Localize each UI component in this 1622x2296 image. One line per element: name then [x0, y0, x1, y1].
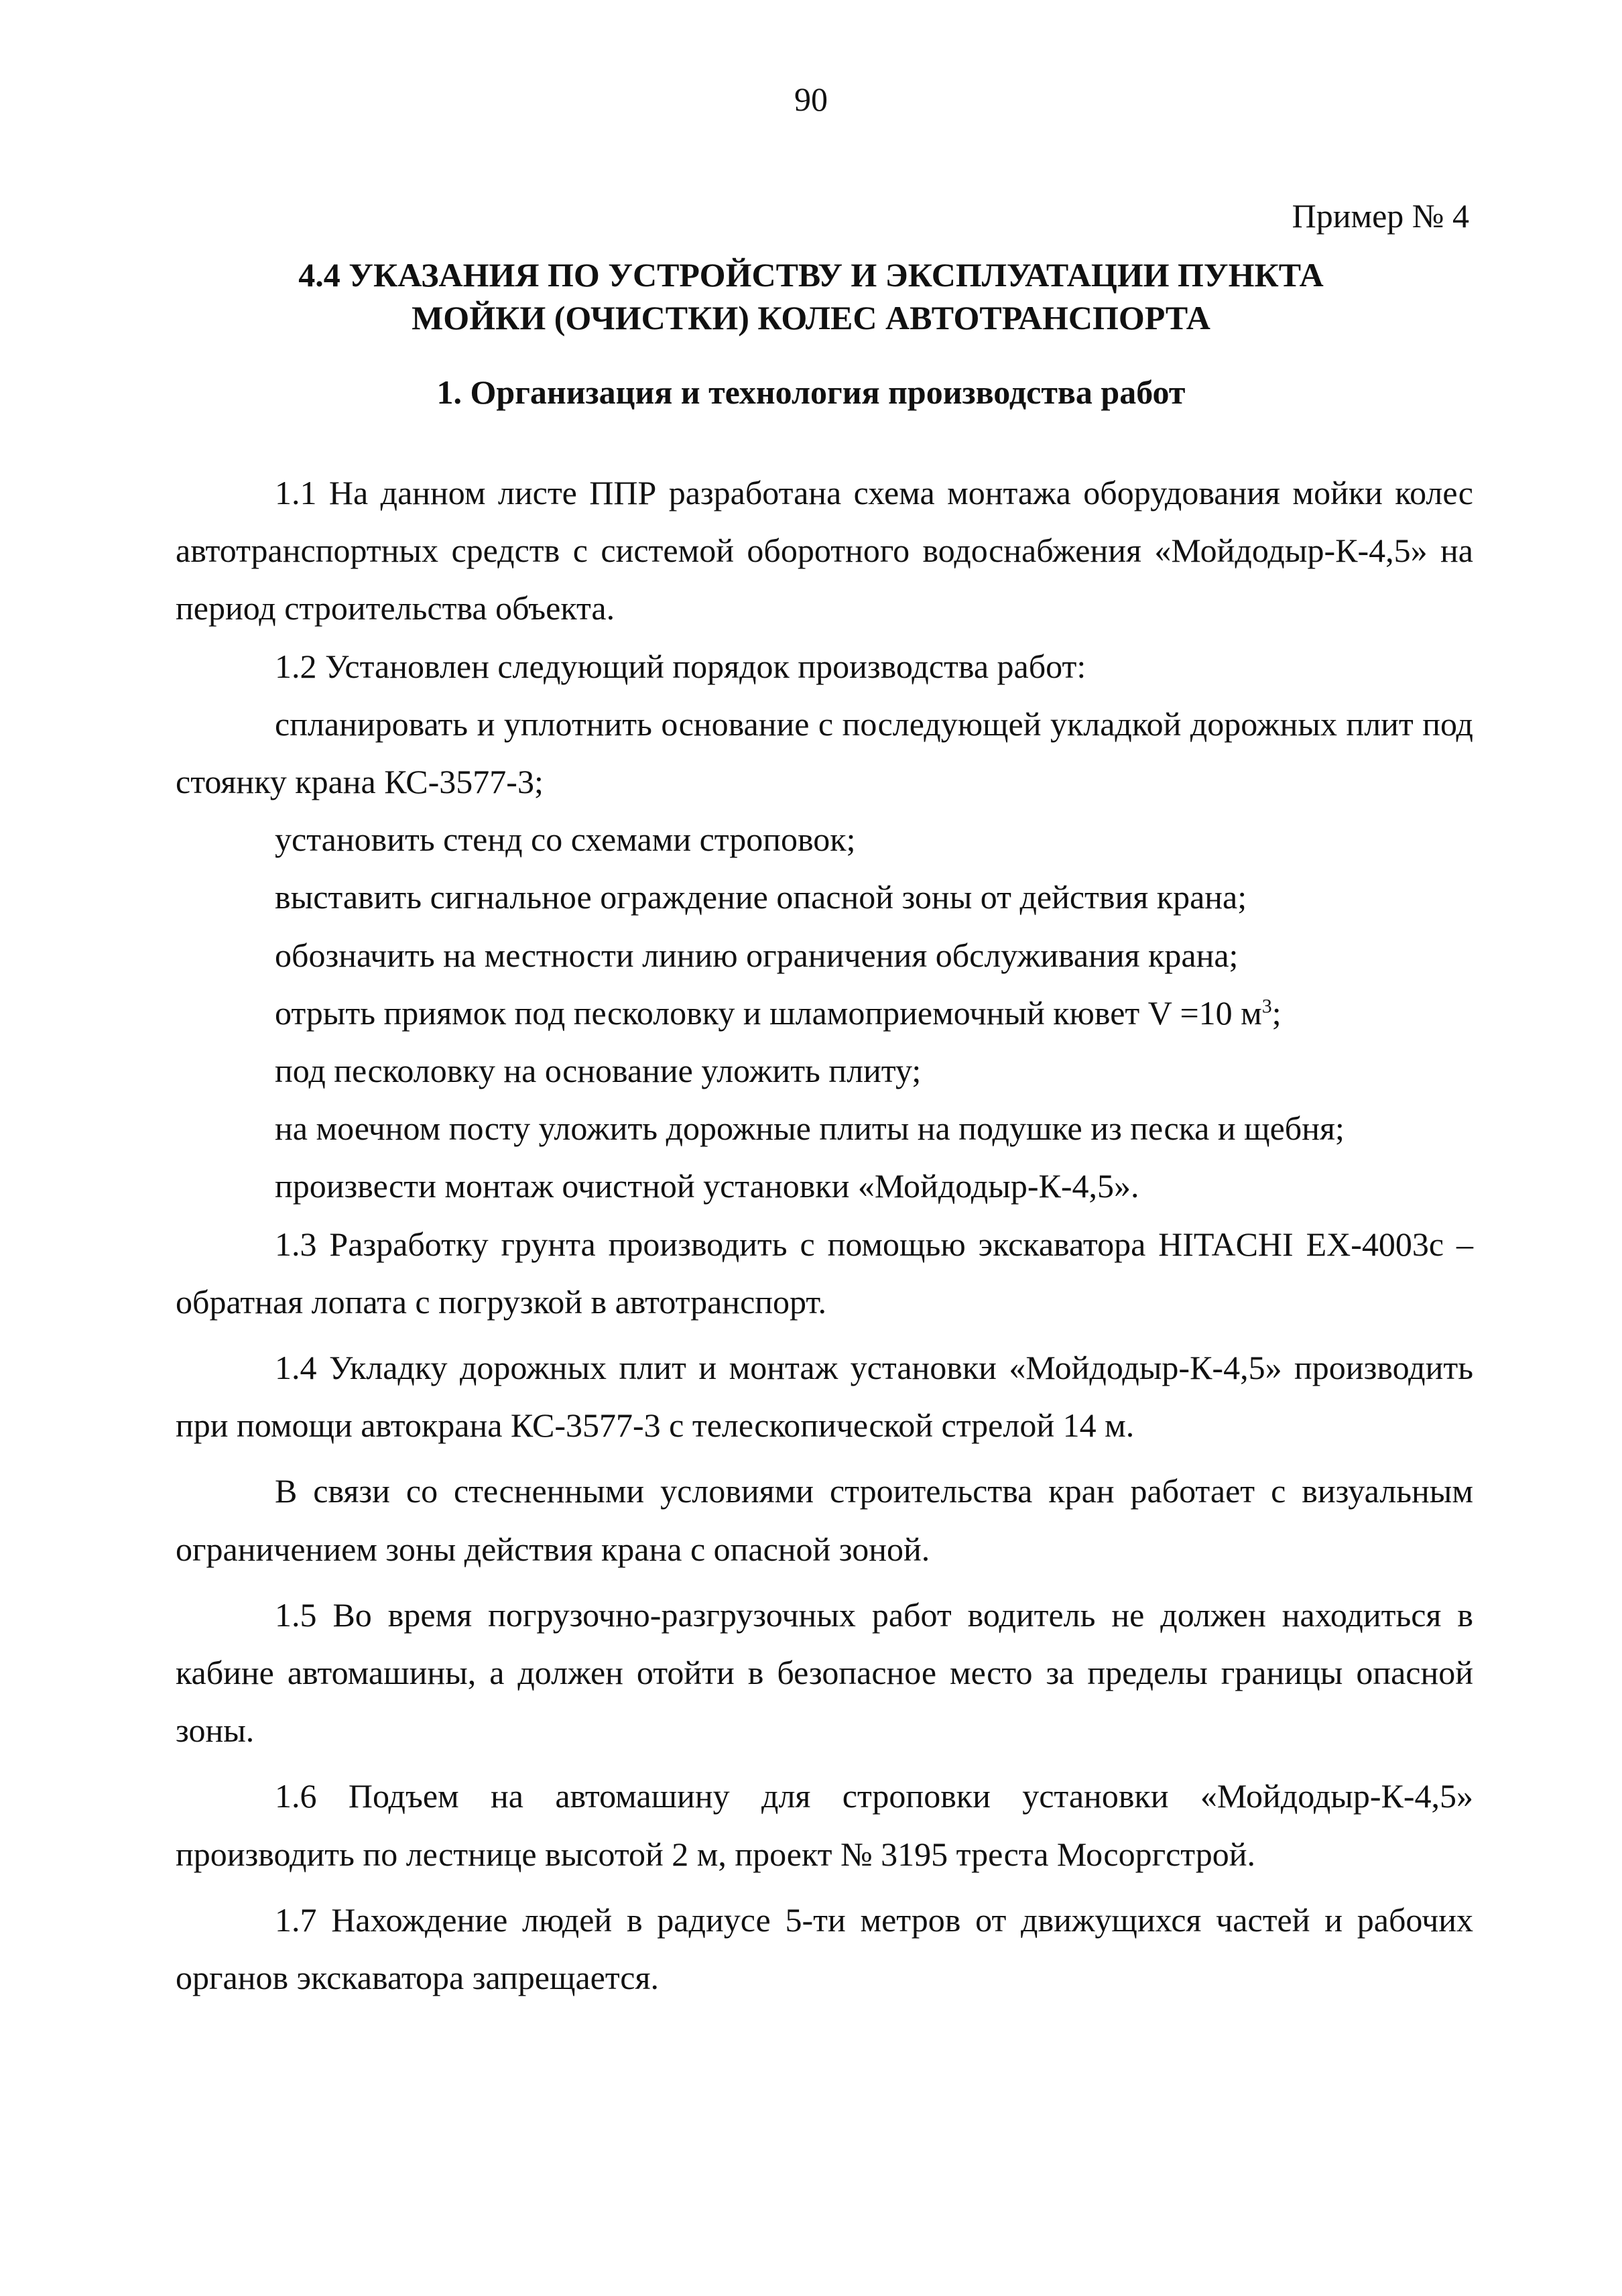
section-heading: 1. Организация и технология производства работ [436, 373, 1186, 411]
step-item: на моечном посту уложить дорожные плиты на подушке из песка и щебня; [275, 1109, 1345, 1148]
cubic-superscript: 3 [1261, 995, 1272, 1018]
step-item: произвести монтаж очистной установки «Мойдодыр-К-4,5». [275, 1167, 1139, 1205]
step-item: выставить сигнальное ограждение опасной зоны от действия крана; [275, 878, 1247, 916]
step-item: под песколовку на основание уложить плиту; [275, 1052, 922, 1090]
step-item: спланировать и уплотнить основание с последующей укладкой дорожных плит под стоянку крана КС-3577-3; [176, 705, 1473, 801]
paragraph-1-1: 1.1 На данном листе ППР разработана схема монтажа оборудования мойки колес автотранспортных средств с системой оборотного водоснабжения «Мойдодыр-К-4,5» на период строительства объекта. [176, 474, 1473, 627]
paragraph-1-3: 1.3 Разработку грунта производить с помощью экскаватора HITACHI EX-4003с – обратная лопата с погрузкой в автотранспорт. [176, 1225, 1473, 1321]
page-number: 90 [794, 80, 828, 118]
paragraph-1-5: 1.5 Во время погрузочно-разгрузочных работ водитель не должен находиться в кабине автомашины, а должен отойти в безопасное место за пределы границы опасной зоны. [176, 1595, 1473, 1750]
title-line-1: 4.4 УКАЗАНИЯ ПО УСТРОЙСТВУ И ЭКСПЛУАТАЦИИ ПУНКТА [298, 256, 1324, 294]
example-label: Пример № 4 [1292, 197, 1469, 235]
title-line-2: МОЙКИ (ОЧИСТКИ) КОЛЕС АВТОТРАНСПОРТА [412, 299, 1210, 337]
step-5-text: отрыть приямок под песколовку и шламоприемочный кювет V =10 м [275, 993, 1262, 1032]
paragraph-1-7: 1.7 Нахождение людей в радиусе 5-ти метров от движущихся частей и рабочих органов экскаватора запрещается. [176, 1900, 1473, 1997]
paragraph-1-4b: В связи со стесненными условиями строительства кран работает с визуальным ограничением зоны действия крана с опасной зоной. [176, 1472, 1473, 1568]
body-text [176, 464, 1473, 2006]
document-title [0, 253, 1622, 339]
paragraph-1-6: 1.6 Подъем на автомашину для строповки установки «Мойдодыр-К-4,5» производить по лестнице высотой 2 м, проект № 3195 треста Мосоргстрой. [176, 1777, 1473, 1873]
paragraph-1-2: 1.2 Установлен следующий порядок производства работ: [275, 647, 1086, 685]
step-item [176, 984, 1473, 1042]
paragraph-1-4: 1.4 Укладку дорожных плит и монтаж установки «Мойдодыр-К-4,5» производить при помощи автокрана КС-3577-3 с телескопической стрелой 14 м. [176, 1349, 1473, 1445]
step-item: установить стенд со схемами строповок; [275, 821, 856, 859]
step-item: обозначить на местности линию ограничения обслуживания крана; [275, 936, 1239, 974]
step-5-end: ; [1271, 993, 1282, 1032]
